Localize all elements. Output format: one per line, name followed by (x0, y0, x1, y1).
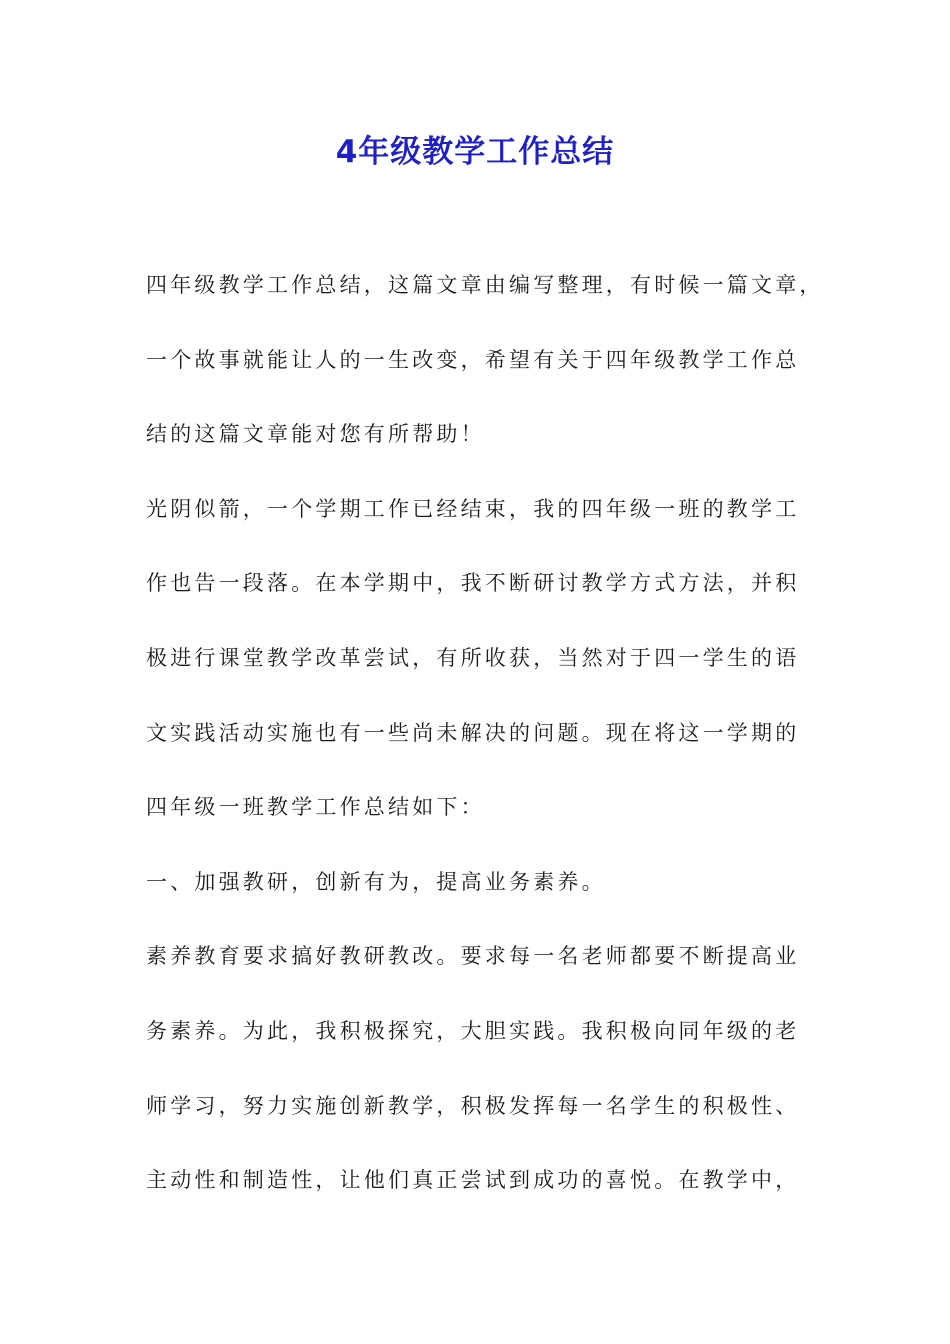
body-line-11: 务素养。为此，我积极探究，大胆实践。我积极向同年级的老 (146, 1018, 800, 1043)
body-line-4: 光阴似箭，一个学期工作已经结束，我的四年级一班的教学工 (146, 496, 800, 521)
body-line-10: 素养教育要求搞好教研教改。要求每一名老师都要不断提高业 (146, 944, 800, 969)
body-line-2: 一个故事就能让人的一生改变，希望有关于四年级教学工作总 (146, 347, 800, 372)
body-line-8: 四年级一班教学工作总结如下： (146, 795, 485, 820)
body-line-3: 结的这篇文章能对您有所帮助！ (146, 422, 485, 447)
document-title: 4年级教学工作总结 (335, 134, 615, 170)
body-line-6: 极进行课堂教学改革尝试，有所收获，当然对于四一学生的语 (146, 645, 800, 670)
body-line-13: 主动性和制造性，让他们真正尝试到成功的喜悦。在教学中， (146, 1168, 800, 1193)
body-line-12: 师学习，努力实施创新教学，积极发挥每一名学生的积极性、 (146, 1093, 800, 1118)
document-body (146, 264, 824, 1234)
section-heading-1: 一、加强教研，创新有为，提高业务素养。 (146, 869, 606, 894)
body-line-7: 文实践活动实施也有一些尚未解决的问题。现在将这一学期的 (146, 720, 800, 745)
body-line-5: 作也告一段落。在本学期中，我不断研讨教学方式方法，并积 (146, 571, 800, 596)
body-line-1: 四年级教学工作总结，这篇文章由编写整理，有时候一篇文章， (146, 273, 824, 297)
